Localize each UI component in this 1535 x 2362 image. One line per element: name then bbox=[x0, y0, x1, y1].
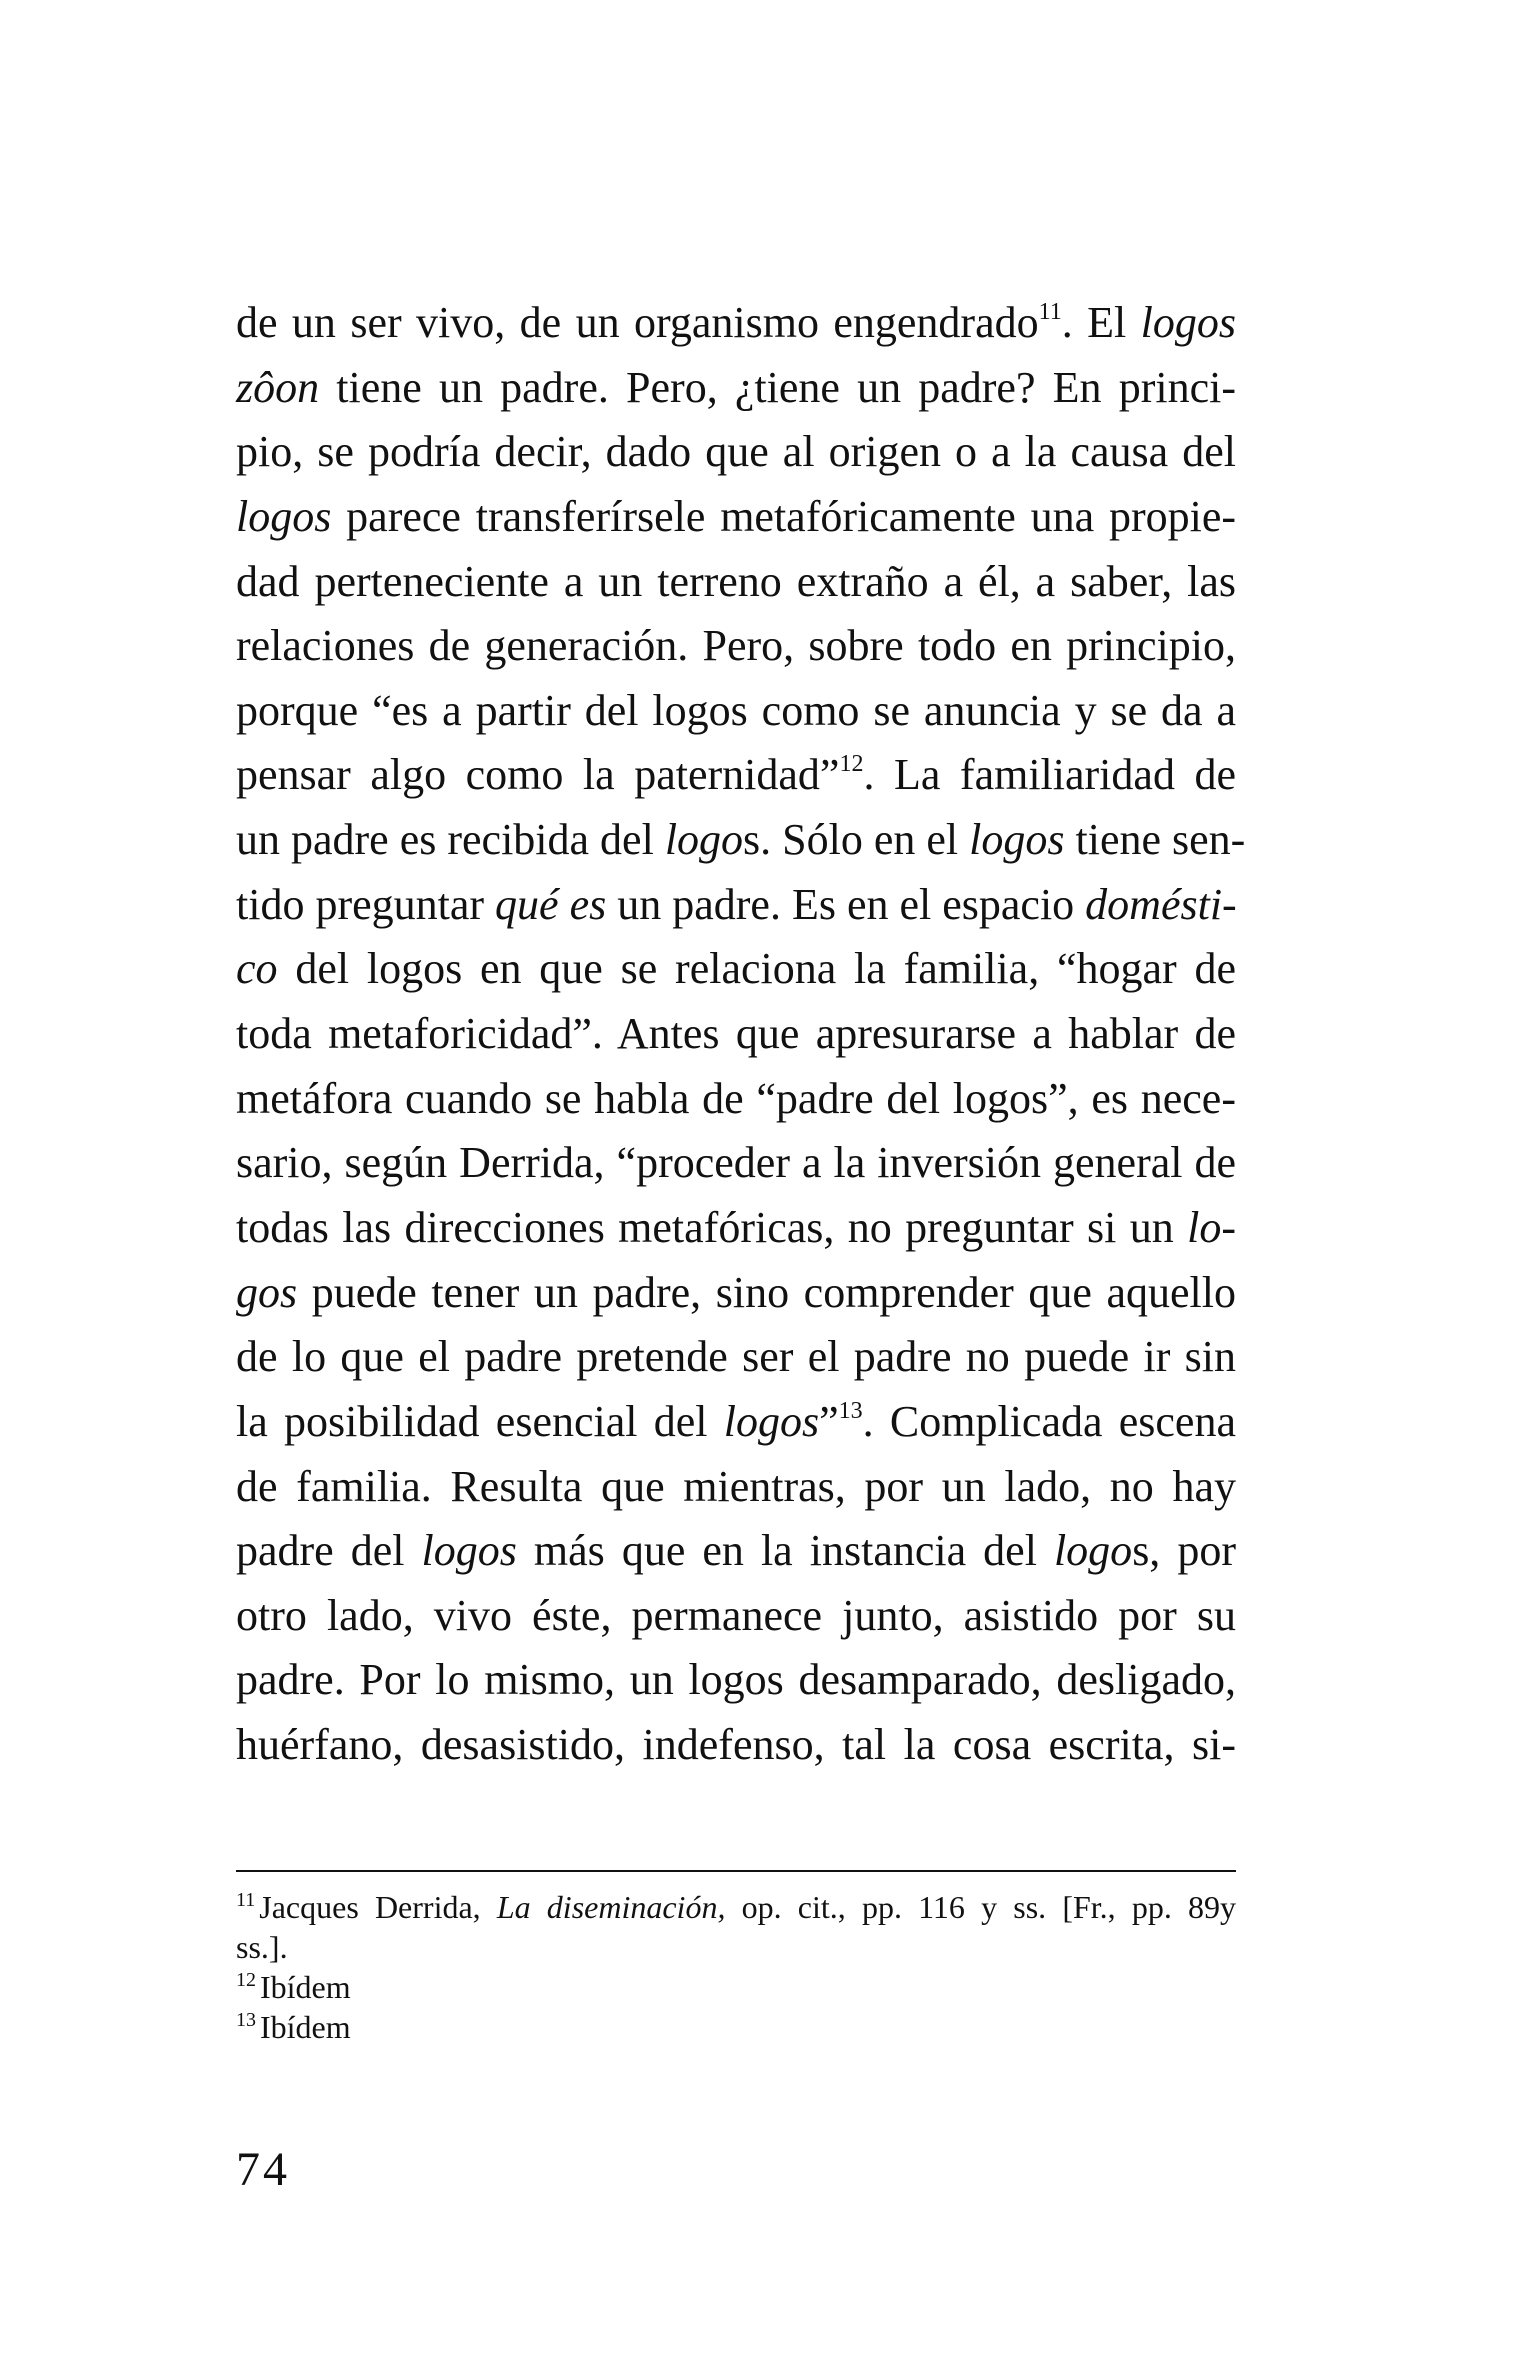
text-line: de familia. Resulta que mientras, por un lado, no hay bbox=[236, 1461, 1236, 1511]
footnote-11: $^{11}$ Jacques Derrida, La diseminación, op. cit., pp. 116 y ss. [Fr., pp. 89y bbox=[236, 1889, 1237, 1925]
page-number: 74 bbox=[236, 2143, 290, 2196]
text-line: la posibilidad esencial del logos”$^{13}$. Complicada escena bbox=[236, 1396, 1236, 1446]
footnote-mark: 11 bbox=[236, 1889, 256, 1911]
text-line: logos parece transferírsele metafóricamente una propie- bbox=[236, 491, 1236, 541]
text-line: metáfora cuando se habla de “padre del logos”, es nece- bbox=[236, 1073, 1236, 1123]
text-line: huérfano, desasistido, indefenso, tal la cosa escrita, si- bbox=[236, 1720, 1236, 1770]
text-line: dad perteneciente a un terreno extraño a él, a saber, las bbox=[236, 556, 1236, 606]
text-line: padre. Por lo mismo, un logos desamparado, desligado, bbox=[236, 1655, 1236, 1705]
text-line: toda metaforicidad”. Antes que apresurarse a hablar de bbox=[236, 1009, 1236, 1059]
text-line: porque “es a partir del logos como se anuncia y se da a bbox=[236, 685, 1236, 735]
text-line: pio, se podría decir, dado que al origen o a la causa del bbox=[236, 427, 1236, 477]
footnote-mark: 12 bbox=[236, 1969, 256, 1991]
text-line: tido preguntar qué es un padre. Es en el espacio domésti- bbox=[236, 879, 1237, 929]
footnote-11-continuation: ss.]. bbox=[236, 1929, 288, 1965]
footnote-ref-13: 13 bbox=[838, 1397, 863, 1424]
text-line: un padre es recibida del logos. Sólo en el logos tiene sen- bbox=[236, 815, 1246, 865]
footnote-13: $^{13}$ Ibídem bbox=[236, 2009, 351, 2045]
text-line: gos puede tener un padre, sino comprender que aquello bbox=[236, 1267, 1236, 1317]
text-line: sario, según Derrida, “proceder a la inversión general de bbox=[236, 1138, 1236, 1188]
footnote-title: La diseminación, bbox=[496, 1889, 726, 1925]
text-line: pensar algo como la paternidad”$^{12}$. La familiaridad de bbox=[236, 750, 1236, 800]
text-line: otro lado, vivo éste, permanece junto, asistido por su bbox=[236, 1590, 1236, 1640]
footnote-mark: 13 bbox=[236, 2009, 256, 2031]
footnotes bbox=[236, 1887, 1236, 2047]
footnote-12: $^{12}$ Ibídem bbox=[236, 1969, 351, 2005]
footnote-separator bbox=[236, 1870, 1236, 1872]
text-line: co del logos en que se relaciona la familia, “hogar de bbox=[236, 944, 1236, 994]
footnote-ref-11: 11 bbox=[1038, 299, 1062, 325]
footnote-ref-12: 12 bbox=[839, 751, 864, 778]
text-line: zôon tiene un padre. Pero, ¿tiene un padre? En princi- bbox=[236, 362, 1236, 412]
text-line: de un ser vivo, de un organismo engendrado$^{11}$. El logos bbox=[236, 298, 1236, 347]
text-line: todas las direcciones metafóricas, no preguntar si un lo- bbox=[236, 1202, 1236, 1252]
text-line: padre del logos más que en la instancia del logos, por bbox=[236, 1526, 1236, 1576]
text-line: relaciones de generación. Pero, sobre todo en principio, bbox=[236, 621, 1236, 671]
text-line: de lo que el padre pretende ser el padre no puede ir sin bbox=[236, 1332, 1236, 1382]
body-text bbox=[236, 291, 1246, 1778]
